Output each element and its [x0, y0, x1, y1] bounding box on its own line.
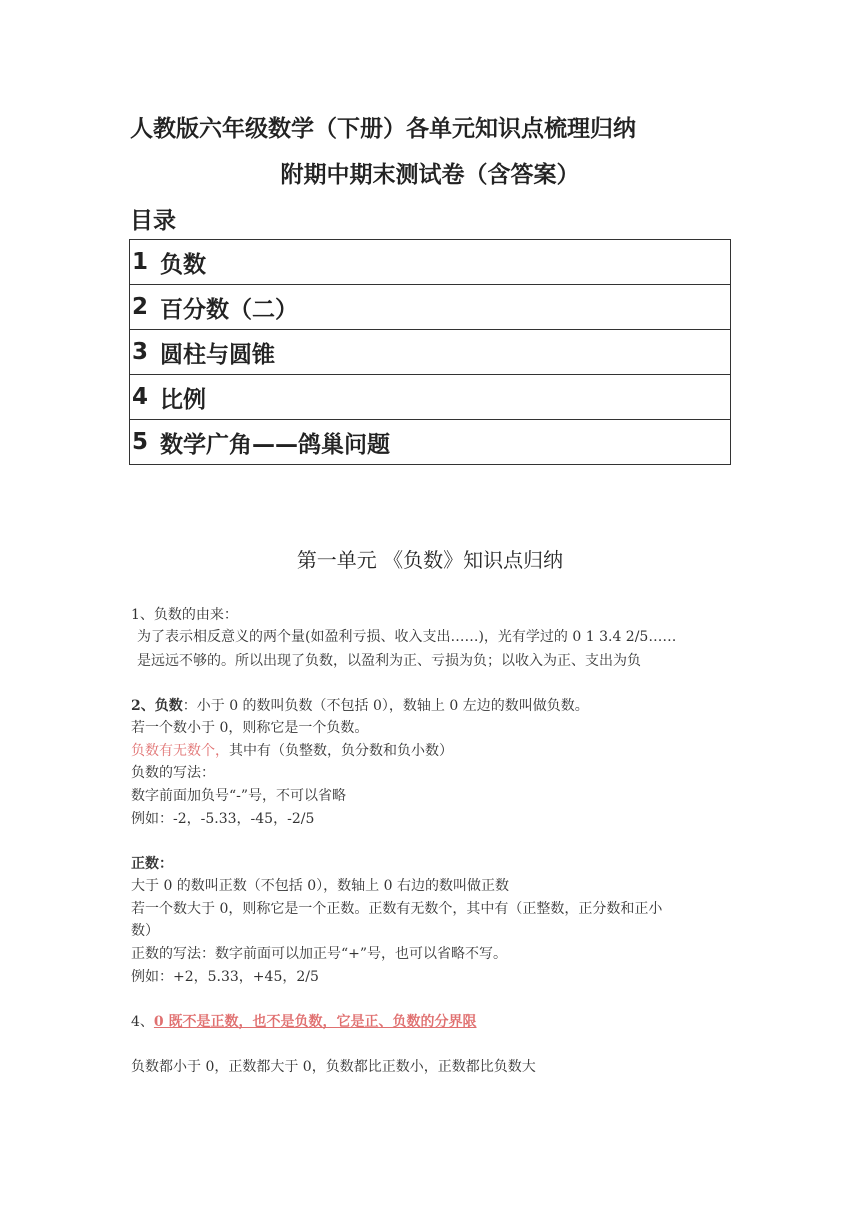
- document-title-line2: 附期中期末测试卷（含答案）: [280, 162, 580, 188]
- toc-table: [129, 239, 731, 465]
- paragraph-line: 负数都小于 0，正数都大于 0，负数都比正数小，正数都比负数大: [131, 1059, 536, 1075]
- toc-item-label: 负数: [160, 251, 206, 278]
- toc-item-label: 比例: [160, 386, 206, 413]
- toc-item-number: 3: [132, 339, 149, 365]
- paragraph-line: 数）: [131, 923, 159, 939]
- paragraph-line: 为了表示相反意义的两个量(如盈利亏损、收入支出……)，光有学过的 0 1 3.4 2/5……: [137, 629, 677, 645]
- toc-item-number: 5: [132, 429, 149, 455]
- paragraph-line: 负数的写法：: [131, 765, 215, 781]
- toc-item: [130, 240, 730, 285]
- paragraph-number: 4、: [131, 1014, 154, 1030]
- paragraph-line: 正数的写法：数字前面可以加正号“+”号，也可以省略不写。: [131, 946, 508, 962]
- paragraph-heading: [131, 695, 589, 717]
- toc-item-label: 圆柱与圆锥: [160, 341, 275, 368]
- paragraph-line: 若一个数大于 0，则称它是一个正数。正数有无数个，其中有（正整数，正分数和正小: [131, 901, 663, 917]
- paragraph-line: 数字前面加负号“-”号，不可以省略: [131, 788, 347, 804]
- paragraph-line: 大于 0 的数叫正数（不包括 0），数轴上 0 右边的数叫做正数: [131, 878, 509, 894]
- paragraph-heading: [131, 1011, 477, 1033]
- toc-item: [130, 285, 730, 330]
- paragraph-line: 例如：-2，-5.33，-45，-2/5: [131, 811, 315, 827]
- paragraph-line: 例如：+2，5.33，+45，2/5: [131, 969, 319, 985]
- toc-item: [130, 375, 730, 420]
- highlight-text: 负数有无数个，: [131, 743, 229, 759]
- toc-item-label: 百分数（二）: [160, 296, 298, 323]
- toc-heading: 目录: [130, 208, 176, 234]
- paragraph-line: [131, 740, 453, 762]
- paragraph-line: 是远远不够的。所以出现了负数，以盈利为正、亏损为负；以收入为正、支出为负: [137, 653, 641, 669]
- toc-item-number: 1: [132, 249, 149, 275]
- paragraph-text: 其中有（负整数，负分数和负小数）: [229, 743, 453, 759]
- toc-item-number: 4: [132, 384, 149, 410]
- section-title: 第一单元 《负数》知识点归纳: [296, 548, 564, 572]
- toc-item-label: 数学广角——鸽巢问题: [160, 431, 390, 458]
- paragraph-heading: 1、负数的由来：: [131, 607, 238, 623]
- toc-item: [130, 330, 730, 375]
- paragraph-line: 若一个数小于 0，则称它是一个负数。: [131, 720, 369, 736]
- toc-item-number: 2: [132, 294, 149, 320]
- paragraph-text: ：小于 0 的数叫负数（不包括 0），数轴上 0 左边的数叫做负数。: [182, 698, 589, 714]
- highlight-text: 0 既不是正数，也不是负数，它是正、负数的分界限: [153, 1014, 477, 1030]
- bold-term: 2、负数: [131, 698, 183, 714]
- document-title-line1: 人教版六年级数学（下册）各单元知识点梳理归纳: [130, 116, 636, 142]
- toc-item: [130, 420, 730, 465]
- paragraph-heading: 正数：: [131, 856, 173, 872]
